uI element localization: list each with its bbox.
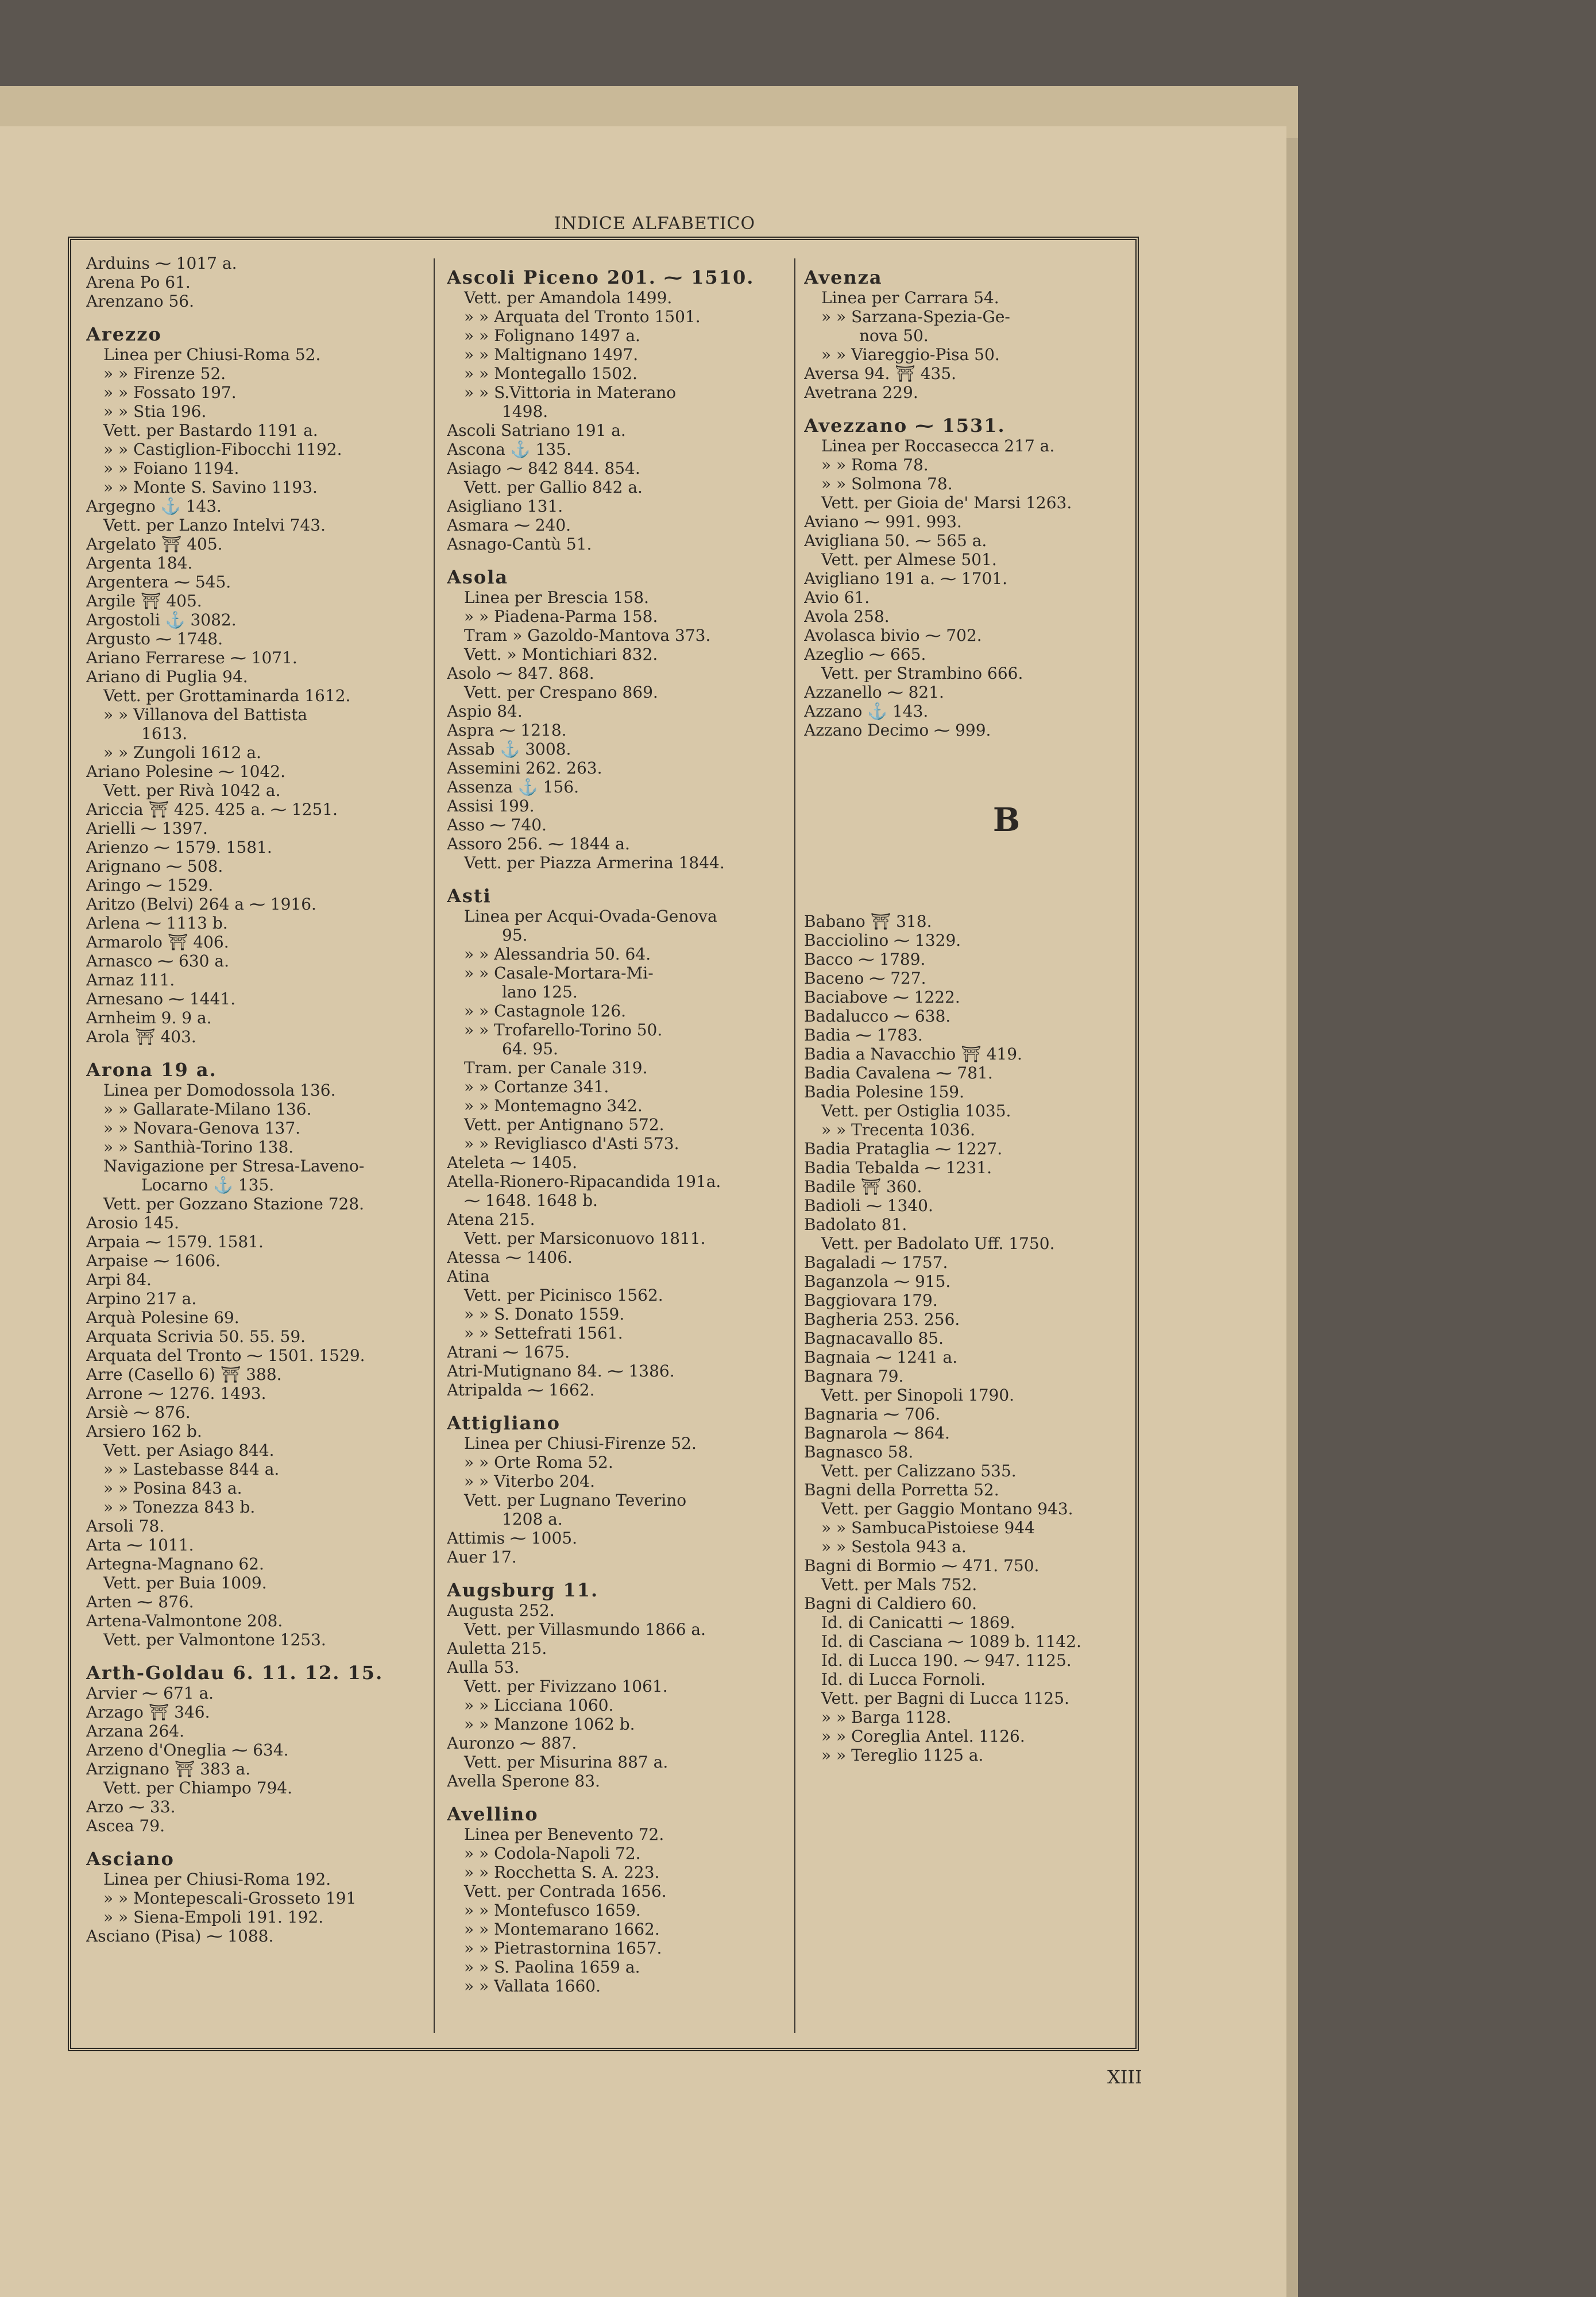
index-entry: » » Solmona 78. <box>821 474 953 493</box>
index-heading: Avenza <box>804 266 883 288</box>
index-entry: Arpi 84. <box>86 1270 152 1289</box>
index-entry: Vett. per Mals 752. <box>821 1575 977 1594</box>
index-entry: Arnasco ⁓ 630 a. <box>86 952 229 970</box>
index-entry: Vett. per Picinisco 1562. <box>464 1286 663 1305</box>
index-entry: Bagnacavallo 85. <box>804 1329 944 1348</box>
index-entry: » » Revigliasco d'Asti 573. <box>464 1134 679 1153</box>
index-entry: Arten ⁓ 876. <box>86 1592 194 1611</box>
index-entry: » » Codola-Napoli 72. <box>464 1844 641 1863</box>
index-entry: Linea per Acqui-Ovada-Genova <box>464 907 717 926</box>
index-entry: Arsoli 78. <box>86 1517 165 1536</box>
index-entry: Bagnara 79. <box>804 1367 904 1386</box>
index-entry: » » Montefusco 1659. <box>464 1901 641 1920</box>
index-entry: » » Orte Roma 52. <box>464 1453 613 1472</box>
index-entry: » » Licciana 1060. <box>464 1696 614 1715</box>
index-entry: Aviano ⁓ 991. 993. <box>804 512 962 531</box>
index-entry: » » Casale-Mortara-Mi- <box>464 964 654 983</box>
index-entry: Ateleta ⁓ 1405. <box>447 1153 577 1172</box>
index-entry: Bagni di Bormio ⁓ 471. 750. <box>804 1556 1039 1575</box>
index-entry: Bagni di Caldiero 60. <box>804 1594 977 1613</box>
index-entry: » » Sarzana-Spezia-Ge- <box>821 307 1010 326</box>
index-entry: Assisi 199. <box>447 796 535 815</box>
index-entry: » » Lastebasse 844 a. <box>103 1460 280 1479</box>
index-entry: Linea per Benevento 72. <box>464 1825 664 1844</box>
index-entry: Asmara ⁓ 240. <box>447 516 571 535</box>
index-entry: 95. <box>502 926 528 945</box>
index-entry: Vett. per Almese 501. <box>821 550 997 569</box>
index-entry: Vett. per Chiampo 794. <box>103 1778 292 1797</box>
index-heading: Asciano <box>86 1848 175 1870</box>
index-entry: Badioli ⁓ 1340. <box>804 1196 933 1215</box>
index-entry: Badia Tebalda ⁓ 1231. <box>804 1158 992 1177</box>
index-entry: Arquata del Tronto ⁓ 1501. 1529. <box>86 1346 365 1365</box>
index-entry: Vett. per Valmontone 1253. <box>103 1630 326 1649</box>
index-entry: Attimis ⁓ 1005. <box>447 1529 578 1548</box>
index-entry: Linea per Carrara 54. <box>821 288 999 307</box>
index-entry: Asso ⁓ 740. <box>447 815 547 834</box>
index-entry: » » Settefrati 1561. <box>464 1324 623 1343</box>
index-entry: Vett. per Bastardo 1191 a. <box>103 421 318 440</box>
index-entry: Aspio 84. <box>447 702 523 721</box>
index-entry: » » S. Donato 1559. <box>464 1305 625 1324</box>
index-entry: Assemini 262. 263. <box>447 759 602 778</box>
index-entry: Arenzano 56. <box>86 292 194 311</box>
index-entry: 1613. <box>141 724 188 743</box>
index-entry: Arzago ⛩ 346. <box>86 1703 210 1722</box>
index-entry: Bagnasco 58. <box>804 1443 914 1461</box>
index-entry: Atella-Rionero-Ripacandida 191a. <box>447 1172 721 1191</box>
index-entry: Armarolo ⛩ 406. <box>86 933 229 952</box>
index-entry: Avigliano 191 a. ⁓ 1701. <box>804 569 1008 588</box>
index-entry: Tram » Gazoldo-Mantova 373. <box>464 626 711 645</box>
index-entry: Aspra ⁓ 1218. <box>447 721 567 740</box>
index-entry: Badalucco ⁓ 638. <box>804 1007 951 1026</box>
index-entry: Vett. per Badolato Uff. 1750. <box>821 1234 1055 1253</box>
index-entry: Ariccia ⛩ 425. 425 a. ⁓ 1251. <box>86 800 338 819</box>
index-entry: Vett. per Lanzo Intelvi 743. <box>103 516 326 535</box>
index-entry: Id. di Canicatti ⁓ 1869. <box>821 1613 1015 1632</box>
index-entry: Atripalda ⁓ 1662. <box>447 1380 595 1399</box>
index-entry: 1208 a. <box>502 1510 563 1529</box>
index-entry: Vett. per Antignano 572. <box>464 1115 664 1134</box>
index-entry: Aringo ⁓ 1529. <box>86 876 214 895</box>
index-entry: Linea per Brescia 158. <box>464 588 649 607</box>
index-entry: » » Siena-Empoli 191. 192. <box>103 1908 324 1927</box>
index-entry: Vett. per Grottaminarda 1612. <box>103 686 351 705</box>
index-entry: » » Alessandria 50. 64. <box>464 945 651 964</box>
index-heading: Arona 19 a. <box>86 1059 217 1081</box>
index-entry: Atri-Mutignano 84. ⁓ 1386. <box>447 1362 675 1380</box>
index-entry: Avola 258. <box>804 607 890 626</box>
index-entry: Assenza ⚓ 156. <box>447 778 579 796</box>
index-entry: » » S. Paolina 1659 a. <box>464 1958 640 1977</box>
index-entry: Badia Prataglia ⁓ 1227. <box>804 1139 1003 1158</box>
index-entry: » » Barga 1128. <box>821 1708 952 1727</box>
index-entry: Vett. per Bagni di Lucca 1125. <box>821 1689 1069 1708</box>
index-entry: Arvier ⁓ 671 a. <box>86 1684 214 1703</box>
index-entry: Vett. per Marsiconuovo 1811. <box>464 1229 706 1248</box>
index-entry: Navigazione per Stresa-Laveno- <box>103 1157 365 1175</box>
index-entry: Arpaise ⁓ 1606. <box>86 1251 221 1270</box>
index-entry: Ascoli Satriano 191 a. <box>447 421 626 440</box>
index-entry: » » Montemagno 342. <box>464 1096 643 1115</box>
index-entry: Vett. per Crespano 869. <box>464 683 658 702</box>
index-entry: » » Manzone 1062 b. <box>464 1715 635 1734</box>
index-entry: Asnago-Cantù 51. <box>447 535 592 554</box>
index-entry: » » Arquata del Tronto 1501. <box>464 307 701 326</box>
index-entry: » » Zungoli 1612 a. <box>103 743 261 762</box>
index-entry: » » Castagnole 126. <box>464 1001 627 1020</box>
index-entry: Vett. per Fivizzano 1061. <box>464 1677 668 1696</box>
index-entry: » » Sestola 943 a. <box>821 1537 967 1556</box>
index-entry: Bagheria 253. 256. <box>804 1310 960 1329</box>
index-entry: » » Montegallo 1502. <box>464 364 637 383</box>
index-entry: Vett. per Villasmundo 1866 a. <box>464 1620 706 1639</box>
index-entry: Vett. per Lugnano Teverino <box>464 1491 687 1510</box>
index-entry: Azzano Decimo ⁓ 999. <box>804 721 991 740</box>
index-entry: Baciabove ⁓ 1222. <box>804 988 960 1007</box>
index-entry: Vett. per Buia 1009. <box>103 1573 267 1592</box>
index-entry: Ascea 79. <box>86 1816 165 1835</box>
index-entry: Arielli ⁓ 1397. <box>86 819 208 838</box>
index-entry: » » Trecenta 1036. <box>821 1120 975 1139</box>
index-entry: » » Montepescali-Grosseto 191 <box>103 1889 357 1908</box>
index-entry: Vett. per Calizzano 535. <box>821 1461 1017 1480</box>
index-entry: Arduins ⁓ 1017 a. <box>86 254 237 273</box>
index-entry: Bagnaria ⁓ 706. <box>804 1405 941 1424</box>
index-entry: » » Viareggio-Pisa 50. <box>821 345 1000 364</box>
index-entry: ⁓ 1648. 1648 b. <box>464 1191 598 1210</box>
index-entry: Avolasca bivio ⁓ 702. <box>804 626 982 645</box>
index-entry: Badia Polesine 159. <box>804 1082 965 1101</box>
index-entry: Arzo ⁓ 33. <box>86 1797 176 1816</box>
index-entry: Linea per Chiusi-Roma 52. <box>103 345 321 364</box>
index-entry: Baggiovara 179. <box>804 1291 938 1310</box>
index-heading: Arezzo <box>86 323 162 345</box>
index-entry: Id. di Casciana ⁓ 1089 b. 1142. <box>821 1632 1081 1651</box>
index-entry: Bacco ⁓ 1789. <box>804 950 926 969</box>
index-entry: » » Trofarello-Torino 50. <box>464 1020 663 1039</box>
page-header: INDICE ALFABETICO <box>554 214 756 234</box>
index-heading: Attigliano <box>447 1412 561 1434</box>
index-entry: » » Rocchetta S. A. 223. <box>464 1863 660 1882</box>
index-entry: Locarno ⚓ 135. <box>141 1175 275 1194</box>
index-entry: » » Monte S. Savino 1193. <box>103 478 318 497</box>
index-entry: » » Foiano 1194. <box>103 459 239 478</box>
index-entry: Vett. per Rivà 1042 a. <box>103 781 281 800</box>
index-entry: Argostoli ⚓ 3082. <box>86 610 237 629</box>
index-entry: Vett. per Gaggio Montano 943. <box>821 1499 1073 1518</box>
index-entry: Augusta 252. <box>447 1601 555 1620</box>
index-entry: Azzano ⚓ 143. <box>804 702 929 721</box>
index-entry: Atina <box>447 1267 490 1286</box>
index-entry: » » Fossato 197. <box>103 383 237 402</box>
index-entry: Ariano Ferrarese ⁓ 1071. <box>86 648 297 667</box>
index-entry: Asiago ⁓ 842 844. 854. <box>447 459 640 478</box>
index-entry: Linea per Chiusi-Firenze 52. <box>464 1434 697 1453</box>
index-entry: Asigliano 131. <box>447 497 563 516</box>
index-entry: Vett. per Asiago 844. <box>103 1441 275 1460</box>
index-entry: nova 50. <box>859 326 929 345</box>
index-entry: Vett. per Misurina 887 a. <box>464 1753 668 1772</box>
index-entry: Arta ⁓ 1011. <box>86 1536 194 1554</box>
index-entry: Arre (Casello 6) ⛩ 388. <box>86 1365 282 1384</box>
index-entry: Baganzola ⁓ 915. <box>804 1272 951 1291</box>
index-entry: Auletta 215. <box>447 1639 547 1658</box>
index-heading: Avezzano ⁓ 1531. <box>804 415 1006 436</box>
index-heading: Asti <box>447 885 492 907</box>
index-entry: Aversa 94. ⛩ 435. <box>804 364 957 383</box>
index-entry: Vett. per Contrada 1656. <box>464 1882 667 1901</box>
index-entry: » » Santhià-Torino 138. <box>103 1138 294 1157</box>
index-entry: Arnheim 9. 9 a. <box>86 1008 212 1027</box>
index-column-3 <box>804 254 1134 2034</box>
index-entry: Badia a Navacchio ⛩ 419. <box>804 1045 1022 1064</box>
index-entry: » » Tonezza 843 b. <box>103 1498 256 1517</box>
index-entry: » » Folignano 1497 a. <box>464 326 640 345</box>
index-entry: Vett. per Strambino 666. <box>821 664 1023 683</box>
index-entry: Id. di Lucca 190. ⁓ 947. 1125. <box>821 1651 1072 1670</box>
index-entry: Babano ⛩ 318. <box>804 912 932 931</box>
index-entry: Bagni della Porretta 52. <box>804 1480 999 1499</box>
index-entry: Arena Po 61. <box>86 273 191 292</box>
index-entry: » » Montemarano 1662. <box>464 1920 660 1939</box>
index-entry: Asciano (Pisa) ⁓ 1088. <box>86 1927 274 1946</box>
index-entry: » » Maltignano 1497. <box>464 345 639 364</box>
index-entry: Id. di Lucca Fornoli. <box>821 1670 986 1689</box>
index-heading: Asola <box>447 566 509 588</box>
index-entry: Linea per Chiusi-Roma 192. <box>103 1870 331 1889</box>
index-entry: Arosio 145. <box>86 1213 179 1232</box>
index-entry: » » Villanova del Battista <box>103 705 308 724</box>
index-entry: Avetrana 229. <box>804 383 918 402</box>
index-heading: Ascoli Piceno 201. ⁓ 1510. <box>447 266 755 288</box>
index-entry: Arrone ⁓ 1276. 1493. <box>86 1384 266 1403</box>
index-entry: » » Castiglion-Fibocchi 1192. <box>103 440 342 459</box>
index-entry: Arsiè ⁓ 876. <box>86 1403 191 1422</box>
index-entry: Arnaz 111. <box>86 970 175 989</box>
index-entry: Azzanello ⁓ 821. <box>804 683 944 702</box>
index-entry: Arpino 217 a. <box>86 1289 197 1308</box>
index-entry: Argelato ⛩ 405. <box>86 535 223 554</box>
index-entry: Argenta 184. <box>86 554 193 573</box>
index-entry: Azeglio ⁓ 665. <box>804 645 926 664</box>
index-entry: Arzana 264. <box>86 1722 185 1741</box>
index-heading: Augsburg 11. <box>447 1579 599 1601</box>
index-entry: 1498. <box>502 402 548 421</box>
page-number: XIII <box>1107 2066 1142 2088</box>
index-entry: Avigliana 50. ⁓ 565 a. <box>804 531 987 550</box>
index-entry: Arquata Scrivia 50. 55. 59. <box>86 1327 306 1346</box>
index-entry: Atena 215. <box>447 1210 535 1229</box>
index-entry: Ariano Polesine ⁓ 1042. <box>86 762 286 781</box>
column-rule-2 <box>794 258 795 2033</box>
index-entry: Linea per Domodossola 136. <box>103 1081 336 1100</box>
section-letter: B <box>992 801 1021 839</box>
index-column-2 <box>447 254 791 2034</box>
index-entry: Vett. per Sinopoli 1790. <box>821 1386 1015 1405</box>
index-column-1 <box>86 254 425 2034</box>
index-entry: » » Gallarate-Milano 136. <box>103 1100 312 1119</box>
index-entry: Arsiero 162 b. <box>86 1422 202 1441</box>
index-entry: » » Piadena-Parma 158. <box>464 607 658 626</box>
index-entry: Arola ⛩ 403. <box>86 1027 196 1046</box>
index-entry: Vett. per Ostiglia 1035. <box>821 1101 1011 1120</box>
index-entry: » » Posina 843 a. <box>103 1479 242 1498</box>
index-entry: Baceno ⁓ 727. <box>804 969 926 988</box>
index-entry: » » Novara-Genova 137. <box>103 1119 301 1138</box>
index-entry: Vett. per Gallio 842 a. <box>464 478 643 497</box>
index-entry: Vett. per Gioia de' Marsi 1263. <box>821 493 1072 512</box>
index-entry: » » S.Vittoria in Materano <box>464 383 677 402</box>
index-entry: Vett. per Amandola 1499. <box>464 288 673 307</box>
index-entry: Arpaia ⁓ 1579. 1581. <box>86 1232 264 1251</box>
index-entry: Assoro 256. ⁓ 1844 a. <box>447 834 630 853</box>
index-heading: Avellino <box>447 1803 539 1825</box>
index-entry: Aritzo (Belvi) 264 a ⁓ 1916. <box>86 895 316 914</box>
index-entry: Linea per Roccasecca 217 a. <box>821 436 1055 455</box>
index-entry: Atrani ⁓ 1675. <box>447 1343 570 1362</box>
index-entry: Avio 61. <box>804 588 870 607</box>
index-entry: Arzeno d'Oneglia ⁓ 634. <box>86 1741 289 1760</box>
index-entry: » » Firenze 52. <box>103 364 226 383</box>
index-entry: Badile ⛩ 360. <box>804 1177 922 1196</box>
index-entry: » » Vallata 1660. <box>464 1977 601 1996</box>
index-entry: Vett. per Piazza Armerina 1844. <box>464 853 725 872</box>
index-entry: Argegno ⚓ 143. <box>86 497 222 516</box>
index-entry: » » SambucaPistoiese 944 <box>821 1518 1035 1537</box>
index-entry: » » Pietrastornina 1657. <box>464 1939 662 1958</box>
index-entry: Artegna-Magnano 62. <box>86 1554 264 1573</box>
index-entry: Badolato 81. <box>804 1215 907 1234</box>
index-entry: Ariano di Puglia 94. <box>86 667 248 686</box>
index-entry: » » Coreglia Antel. 1126. <box>821 1727 1025 1746</box>
index-entry: Argile ⛩ 405. <box>86 591 202 610</box>
index-entry: Arnesano ⁓ 1441. <box>86 989 236 1008</box>
index-entry: Arquà Polesine 69. <box>86 1308 239 1327</box>
index-entry: Arlena ⁓ 1113 b. <box>86 914 228 933</box>
index-entry: Arzignano ⛩ 383 a. <box>86 1760 251 1778</box>
index-entry: » » Roma 78. <box>821 455 929 474</box>
index-entry: Avella Sperone 83. <box>447 1772 600 1791</box>
index-entry: Tram. per Canale 319. <box>464 1058 648 1077</box>
index-entry: Bagnaia ⁓ 1241 a. <box>804 1348 958 1367</box>
index-entry: Atessa ⁓ 1406. <box>447 1248 573 1267</box>
index-entry: Ascona ⚓ 135. <box>447 440 571 459</box>
index-entry: Arienzo ⁓ 1579. 1581. <box>86 838 272 857</box>
index-entry: Auer 17. <box>447 1548 517 1567</box>
index-entry: » » Cortanze 341. <box>464 1077 609 1096</box>
index-entry: 64. 95. <box>502 1039 558 1058</box>
index-entry: » » Tereglio 1125 a. <box>821 1746 984 1765</box>
index-entry: » » Viterbo 204. <box>464 1472 595 1491</box>
index-entry: Bagaladi ⁓ 1757. <box>804 1253 948 1272</box>
index-entry: Bacciolino ⁓ 1329. <box>804 931 961 950</box>
index-entry: Artena-Valmontone 208. <box>86 1611 283 1630</box>
column-rule-1 <box>434 258 435 2033</box>
index-entry: Argentera ⁓ 545. <box>86 573 231 591</box>
index-entry: lano 125. <box>502 983 578 1001</box>
index-entry: Bagnarola ⁓ 864. <box>804 1424 950 1443</box>
index-entry: Vett. » Montichiari 832. <box>464 645 658 664</box>
index-entry: Badia ⁓ 1783. <box>804 1026 923 1045</box>
index-entry: » » Stia 196. <box>103 402 207 421</box>
index-entry: Arignano ⁓ 508. <box>86 857 223 876</box>
index-entry: Argusto ⁓ 1748. <box>86 629 223 648</box>
index-entry: Auronzo ⁓ 887. <box>447 1734 577 1753</box>
index-entry: Assab ⚓ 3008. <box>447 740 571 759</box>
index-entry: Aulla 53. <box>447 1658 520 1677</box>
index-heading: Arth-Goldau 6. 11. 12. 15. <box>86 1662 384 1684</box>
index-entry: Vett. per Gozzano Stazione 728. <box>103 1194 365 1213</box>
index-entry: Asolo ⁓ 847. 868. <box>447 664 594 683</box>
index-entry: Badia Cavalena ⁓ 781. <box>804 1064 993 1082</box>
